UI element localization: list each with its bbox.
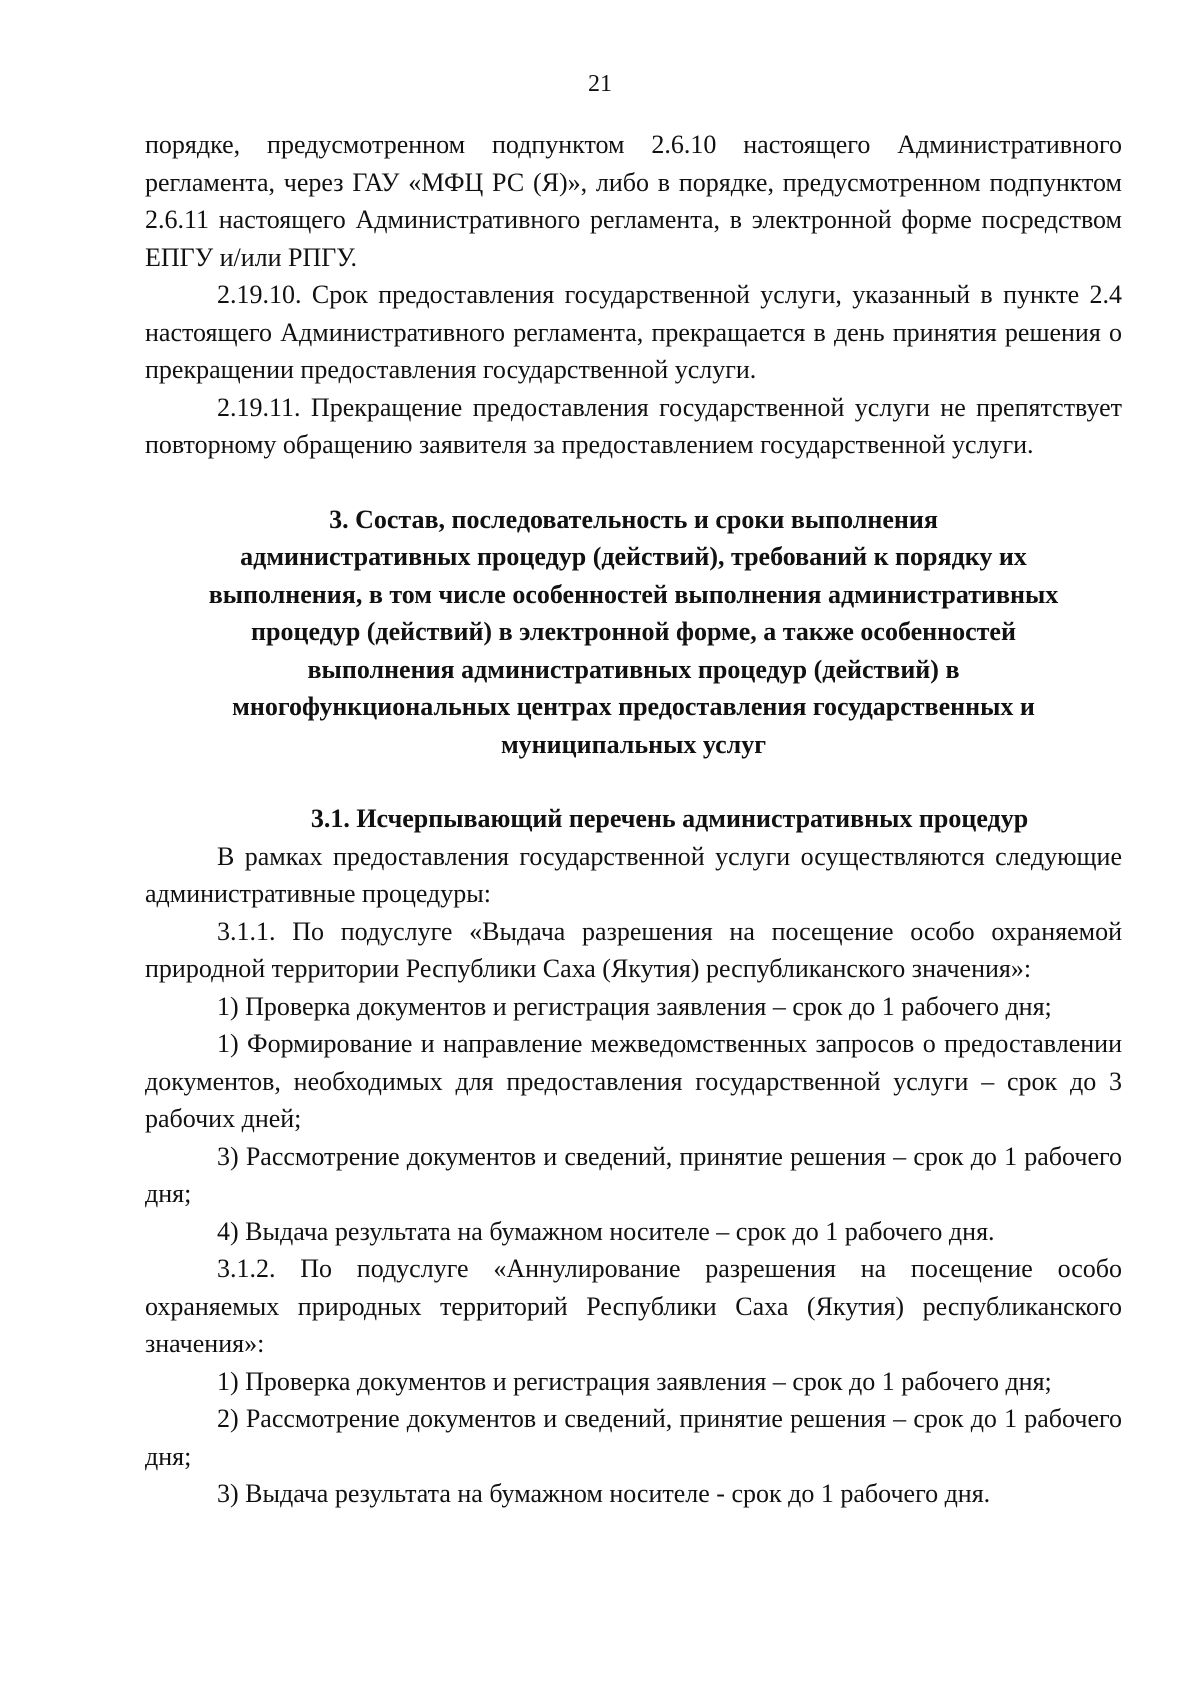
document-body [145,126,1122,1513]
section-heading [145,501,1122,764]
paragraph: порядке, предусмотренном подпунктом 2.6.10 настоящего Административного регламента, через ГАУ «МФЦ РС (Я)», либо в порядке, предусмотренном подпунктом 2.6.11 настоящего Административного регламента, в электронной форме посредством ЕПГУ и/или РПГУ. [145,130,1122,272]
page-number: 21 [588,71,612,97]
paragraph: 3.1.2. По подуслуге «Аннулирование разрешения на посещение особо охраняемых природных территорий Республики Саха (Якутия) республиканского значения»: [145,1254,1122,1358]
paragraph: В рамках предоставления государственной услуги осуществляются следующие административные процедуры: [145,841,1122,908]
list-item: 1) Проверка документов и регистрация заявления – срок до 1 рабочего дня; [217,1366,1052,1396]
section-heading-line: 3. Состав, последовательность и сроки выполнения [329,504,938,534]
paragraph: 2.19.10. Срок предоставления государственной услуги, указанный в пункте 2.4 настоящего Административного регламента, прекращается в день принятия решения о прекращении предоставления государственной услуги. [145,280,1122,384]
section-heading-line: процедур (действий) в электронной форме, а также особенностей [251,617,1016,646]
list-item: 3) Рассмотрение документов и сведений, принятие решения – срок до 1 рабочего дня; [145,1141,1122,1208]
list-item: 1) Проверка документов и регистрация заявления – срок до 1 рабочего дня; [217,991,1052,1021]
list-item: 4) Выдача результата на бумажном носителе – срок до 1 рабочего дня. [217,1216,995,1246]
section-heading-line: многофункциональных центрах предоставления государственных и [232,692,1035,721]
paragraph: 2.19.11. Прекращение предоставления государственной услуги не препятствует повторному обращению заявителя за предоставлением государственной услуги. [145,392,1122,459]
list-item: 3) Выдача результата на бумажном носителе - срок до 1 рабочего дня. [217,1479,991,1508]
section-heading-line: муниципальных услуг [500,729,767,759]
section-heading-line: административных процедур (действий), требований к порядку их [240,542,1027,571]
list-item: 1) Формирование и направление межведомственных запросов о предоставлении документов, необходимых для предоставления государственной услуги – срок до 3 рабочих дней; [145,1029,1122,1133]
subsection-heading: 3.1. Исчерпывающий перечень административных процедур [310,804,1029,833]
section-heading-line: выполнения административных процедур (действий) в [307,654,960,684]
paragraph: 3.1.1. По подуслуге «Выдача разрешения на посещение особо охраняемой природной территории Республики Саха (Якутия) республиканского значения»: [145,916,1122,983]
section-heading-line: выполнения, в том числе особенностей выполнения административных [208,579,1059,609]
list-item: 2) Рассмотрение документов и сведений, принятие решения – срок до 1 рабочего дня; [145,1404,1122,1471]
